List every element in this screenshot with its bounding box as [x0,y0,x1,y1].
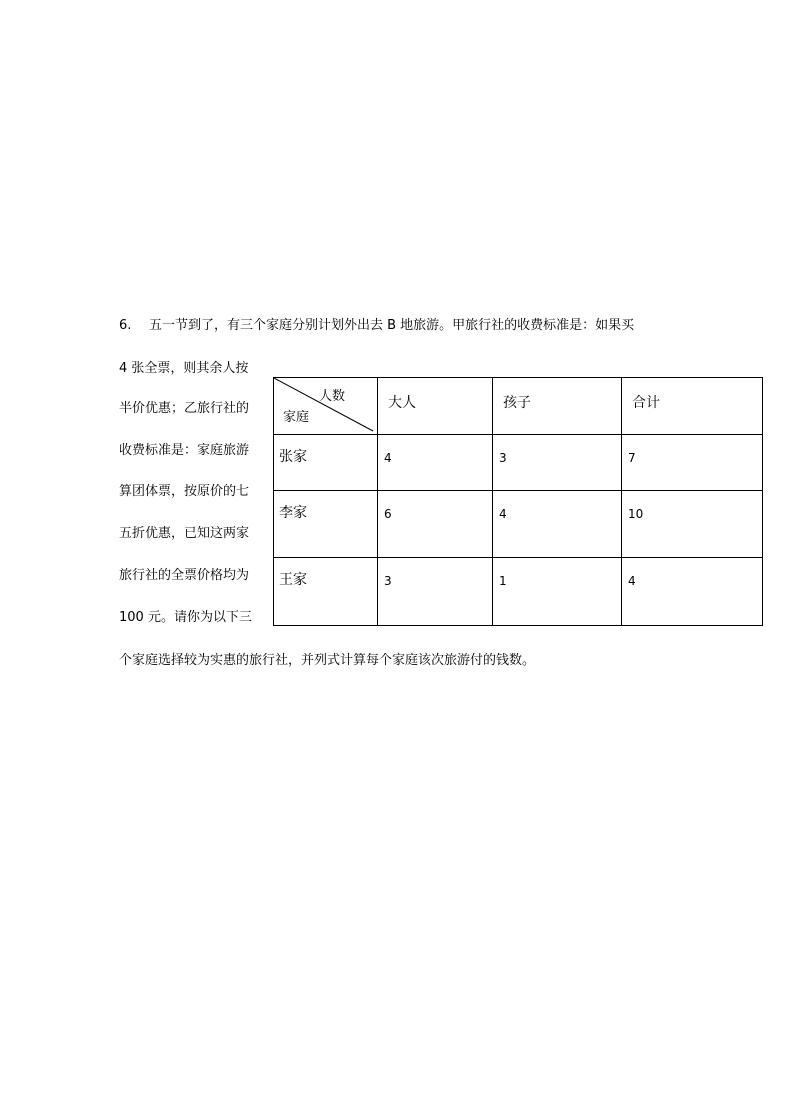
side-line-3: 收费标准是：家庭旅游 [119,443,250,458]
side-line-7: 100 元。请你为以下三 [119,610,252,625]
table-row [274,491,763,558]
problem-last-line: 个家庭选择较为实惠的旅行社，并列式计算每个家庭该次旅游付的钱数。 [119,653,536,668]
table-row [274,435,763,491]
side-line-2: 半价优惠；乙旅行社的 [119,401,250,416]
table-row [274,558,763,626]
problem-text-line1: 五一节到了，有三个家庭分别计划外出去 B 地旅游。甲旅行社的收费标准是：如果买 [149,318,635,333]
problem-line-1 [119,318,634,334]
side-line-1: 4 张全票，则其余人按 [119,361,249,376]
children-cell: 4 [493,491,622,558]
side-line-4: 算团体票，按原价的七 [119,484,250,499]
total-cell: 4 [622,558,763,626]
total-cell: 10 [622,491,763,558]
header-children: 孩子 [493,378,622,435]
family-name: 张家 [274,435,378,491]
header-total: 合计 [622,378,763,435]
adults-cell: 6 [378,491,493,558]
side-line-5: 五折优惠，已知这两家 [119,526,250,541]
header-adults: 大人 [378,378,493,435]
table-header-row [274,378,763,435]
children-cell: 1 [493,558,622,626]
family-table [273,377,763,626]
question-number: 6. [119,318,132,333]
side-line-6: 旅行社的全票价格均为 [119,568,250,583]
adults-cell: 4 [378,435,493,491]
family-name: 李家 [274,491,378,558]
family-name: 王家 [274,558,378,626]
adults-cell: 3 [378,558,493,626]
corner-bottom-label: 家庭 [283,410,310,425]
corner-cell [274,378,378,435]
children-cell: 3 [493,435,622,491]
corner-top-label: 人数 [319,389,346,404]
total-cell: 7 [622,435,763,491]
